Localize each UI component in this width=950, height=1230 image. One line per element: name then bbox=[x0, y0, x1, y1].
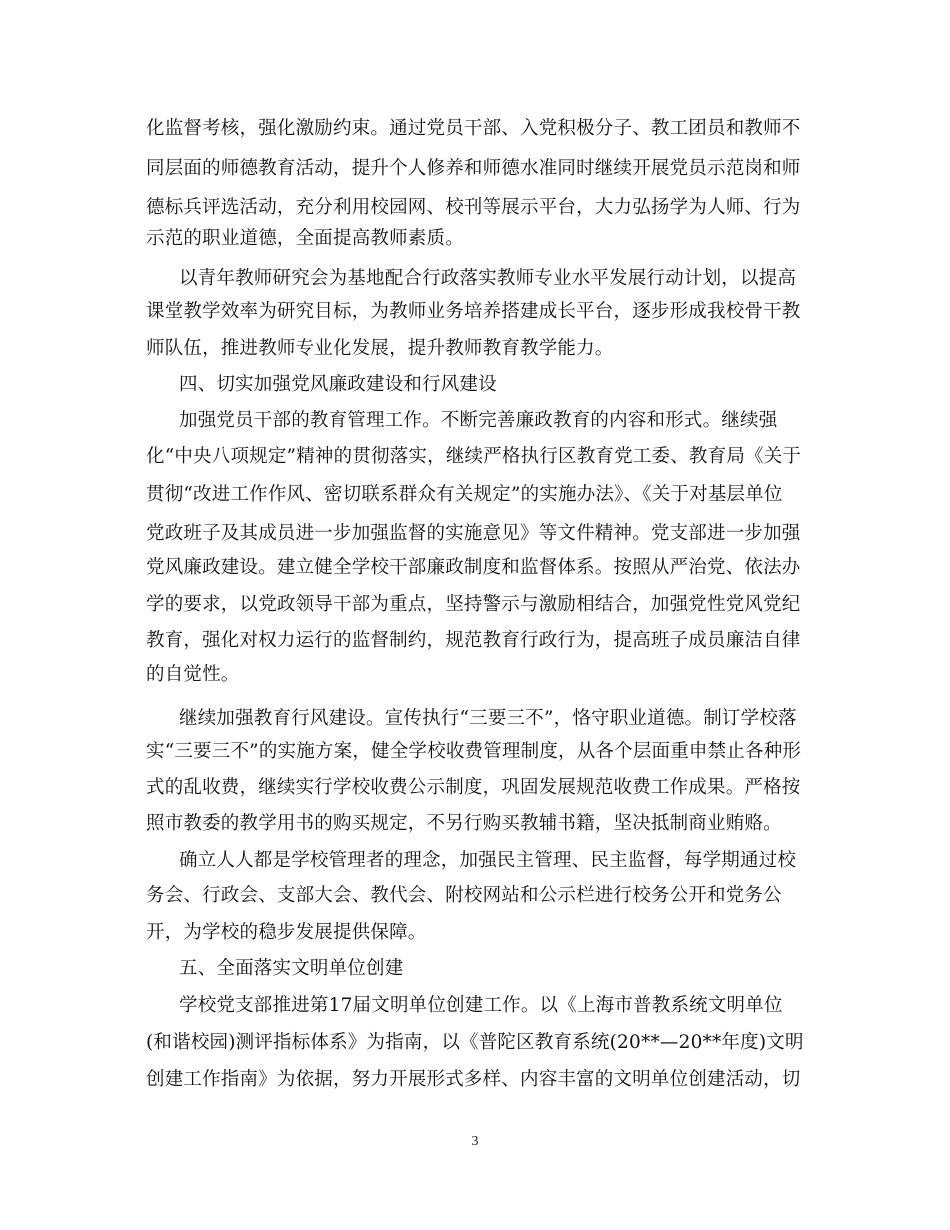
text-line-15: 教育，强化对权力运行的监督制约，规范教育行政行为，提高班子成员廉洁自律 bbox=[146, 630, 801, 651]
text-line-16: 的自觉性。 bbox=[146, 664, 240, 685]
text-line-26: (和谐校园)测评指标体系》为指南，以《普陀区教育系统(20**—20**年度)文明 bbox=[146, 1032, 804, 1053]
text-line-3: 德标兵评选活动，充分利用校园网、校刊等展示平台，大力弘扬学为人师、行为 bbox=[146, 197, 801, 218]
text-line-20: 照市教委的教学用书的购买规定，不另行购买教辅书籍，坚决抵制商业贿赂。 bbox=[146, 813, 782, 834]
text-line-22: 务会、行政会、支部大会、教代会、附校网站和公示栏进行校务公开和党务公 bbox=[146, 885, 782, 906]
text-line-18: 实“三要三不”的实施方案，健全学校收费管理制度，从各个层面重申禁止各种形 bbox=[146, 741, 802, 762]
text-line-11: 贯彻“改进工作作风、密切联系群众有关规定”的实施办法》、《关于对基层单位 bbox=[146, 484, 783, 505]
section-heading-4: 四、切实加强党风廉政建设和行风建设 bbox=[179, 374, 497, 395]
text-line-12: 党政班子及其成员进一步加强监督的实施意见》等文件精神。党支部进一步加强 bbox=[146, 523, 801, 544]
text-line-25: 学校党支部推进第17届文明单位创建工作。以《上海市普教系统文明单位 bbox=[179, 995, 783, 1016]
text-line-17: 继续加强教育行风建设。宣传执行“三要三不”，恪守职业道德。制订学校落 bbox=[179, 708, 797, 729]
text-line-9: 加强党员干部的教育管理工作。不断完善廉政教育的内容和形式。继续强 bbox=[179, 410, 778, 431]
text-line-4: 示范的职业道德，全面提高教师素质。 bbox=[146, 228, 464, 249]
section-heading-5: 五、全面落实文明单位创建 bbox=[179, 958, 404, 979]
text-line-5: 以青年教师研究会为基地配合行政落实教师专业水平发展行动计划，以提高 bbox=[179, 268, 797, 289]
text-line-7: 师队伍，推进教师专业化发展，提升教师教育教学能力。 bbox=[146, 338, 614, 359]
text-line-2: 同层面的师德教育活动，提升个人修养和师德水准同时继续开展党员示范岗和师 bbox=[146, 158, 801, 179]
text-line-21: 确立人人都是学校管理者的理念，加强民主管理、民主监督，每学期通过校 bbox=[179, 850, 797, 871]
text-line-6: 课堂教学效率为研究目标，为教师业务培养搭建成长平台，逐步形成我校骨干教 bbox=[146, 301, 801, 322]
page-number: 3 bbox=[471, 1134, 479, 1149]
text-line-23: 开，为学校的稳步发展提供保障。 bbox=[146, 922, 427, 943]
text-line-10: 化“中央八项规定”精神的贯彻落实，继续严格执行区教育党工委、教育局《关于 bbox=[146, 446, 802, 467]
text-line-19: 式的乱收费，继续实行学校收费公示制度，巩固发展规范收费工作成果。严格按 bbox=[146, 777, 801, 798]
text-line-1: 化监督考核，强化激励约束。通过党员干部、入党积极分子、教工团员和教师不 bbox=[146, 118, 801, 139]
text-line-13: 党风廉政建设。建立健全学校干部廉政制度和监督体系。按照从严治党、依法办 bbox=[146, 557, 801, 578]
text-line-27: 创建工作指南》为依据，努力开展形式多样、内容丰富的文明单位创建活动，切 bbox=[146, 1069, 801, 1090]
text-line-14: 学的要求，以党政领导干部为重点，坚持警示与激励相结合，加强党性党风党纪 bbox=[146, 594, 801, 615]
